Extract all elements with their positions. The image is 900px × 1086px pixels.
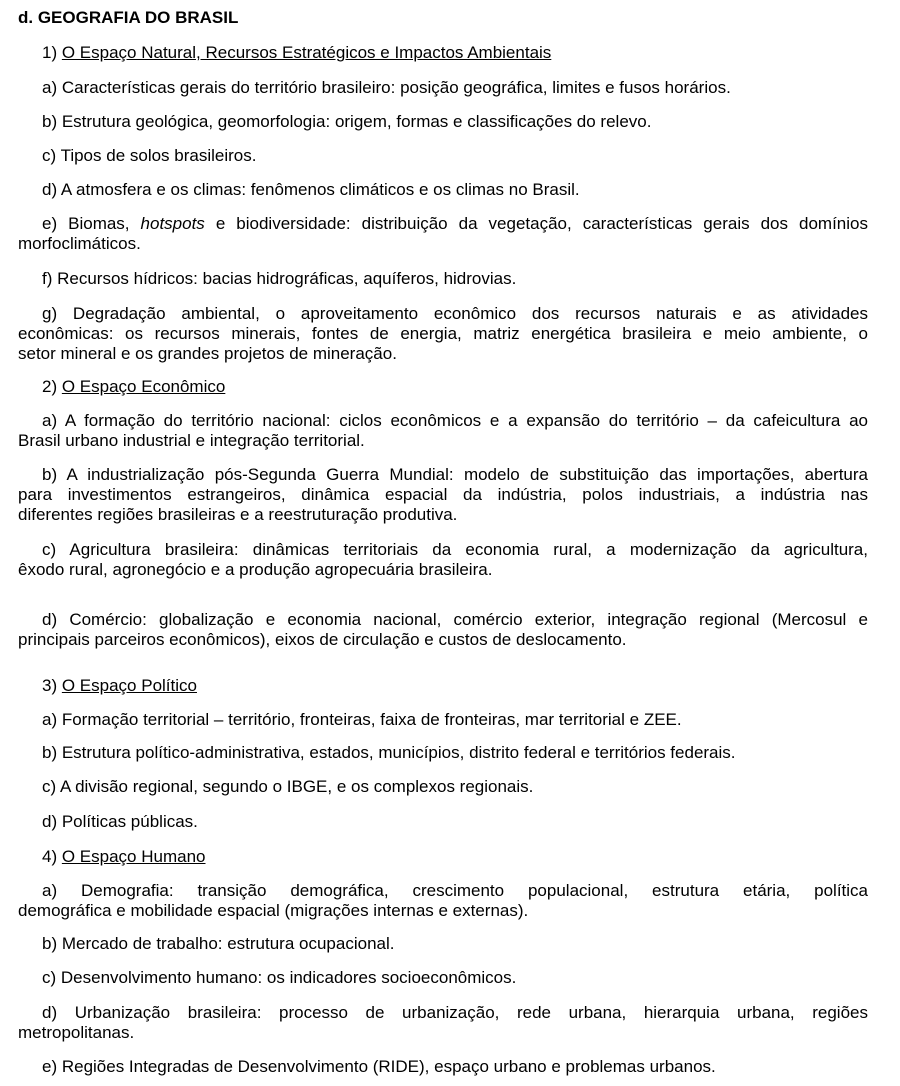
section-title: O Espaço Político <box>61 676 197 695</box>
list-item: a) Características gerais do território brasileiro: posição geográfica, limites e fusos horários. <box>42 78 731 97</box>
section-heading-natural <box>42 43 868 63</box>
list-item: b) Estrutura geológica, geomorfologia: origem, formas e classificações do relevo. <box>42 112 652 131</box>
list-item: d) A atmosfera e os climas: fenômenos climáticos e os climas no Brasil. <box>42 180 580 199</box>
list-item: c) Agricultura brasileira: dinâmicas territoriais da economia rural, a modernização da agricultura, <box>42 540 868 559</box>
list-item-text: e) Biomas, <box>42 214 130 233</box>
list-item-continuation: êxodo rural, agronegócio e a produção agropecuária brasileira. <box>18 560 493 579</box>
section-heading-economic <box>42 377 868 397</box>
list-item <box>42 214 868 234</box>
list-item-continuation: metropolitanas. <box>18 1023 135 1042</box>
section-number: 1) <box>42 43 58 62</box>
section-number: 2) <box>42 377 58 396</box>
list-item: e) Regiões Integradas de Desenvolvimento (RIDE), espaço urbano e problemas urbanos. <box>42 1057 716 1076</box>
list-item: g) Degradação ambiental, o aproveitamento econômico dos recursos naturais e as atividades <box>42 304 868 323</box>
list-item-continuation: para investimentos estrangeiros, dinâmica espacial da indústria, polos industriais, a indústria nas <box>18 485 868 504</box>
section-title: O Espaço Natural, Recursos Estratégicos e Impactos Ambientais <box>61 43 552 62</box>
list-item-continuation: principais parceiros econômicos), eixos de circulação e custos de deslocamento. <box>18 630 627 649</box>
list-item-continuation: econômicas: os recursos minerais, fontes de energia, matriz energética brasileira e meio ambiente, o <box>18 324 868 343</box>
list-item-continuation: Brasil urbano industrial e integração territorial. <box>18 431 365 450</box>
document-title: d. GEOGRAFIA DO BRASIL <box>18 8 239 27</box>
list-item: c) Desenvolvimento humano: os indicadores socioeconômicos. <box>42 968 517 987</box>
list-item: d) Políticas públicas. <box>42 812 198 831</box>
list-item: a) A formação do território nacional: ciclos econômicos e a expansão do território – da cafeicultura ao <box>42 411 868 430</box>
list-item: a) Demografia: transição demográfica, crescimento populacional, estrutura etária, política <box>42 881 868 900</box>
list-item-continuation: demográfica e mobilidade espacial (migrações internas e externas). <box>18 901 529 920</box>
list-item: b) Estrutura político-administrativa, estados, municípios, distrito federal e territórios federais. <box>42 743 736 762</box>
section-heading-human <box>42 847 868 867</box>
list-item-continuation: diferentes regiões brasileiras e a reestruturação produtiva. <box>18 505 458 524</box>
list-item: c) A divisão regional, segundo o IBGE, e os complexos regionais. <box>42 777 534 796</box>
list-item: b) A industrialização pós-Segunda Guerra Mundial: modelo de substituição das importações, abertura <box>42 465 868 484</box>
emphasis-text: hotspots <box>140 214 205 233</box>
section-title: O Espaço Humano <box>61 847 206 866</box>
list-item: c) Tipos de solos brasileiros. <box>42 146 257 165</box>
section-number: 4) <box>42 847 58 866</box>
list-item-continuation: setor mineral e os grandes projetos de mineração. <box>18 344 397 363</box>
list-item-continuation: morfoclimáticos. <box>18 234 141 253</box>
list-item: d) Comércio: globalização e economia nacional, comércio exterior, integração regional (Mercosul e <box>42 610 868 629</box>
list-item: b) Mercado de trabalho: estrutura ocupacional. <box>42 934 395 953</box>
section-number: 3) <box>42 676 58 695</box>
list-item-text: e biodiversidade: distribuição da vegetação, características gerais dos domínios <box>215 214 868 233</box>
section-heading-political <box>42 676 868 696</box>
section-title: O Espaço Econômico <box>61 377 226 396</box>
list-item: f) Recursos hídricos: bacias hidrográficas, aquíferos, hidrovias. <box>42 269 517 288</box>
list-item: a) Formação territorial – território, fronteiras, faixa de fronteiras, mar territorial e ZEE. <box>42 710 682 729</box>
list-item: d) Urbanização brasileira: processo de urbanização, rede urbana, hierarquia urbana, regiões <box>42 1003 868 1022</box>
